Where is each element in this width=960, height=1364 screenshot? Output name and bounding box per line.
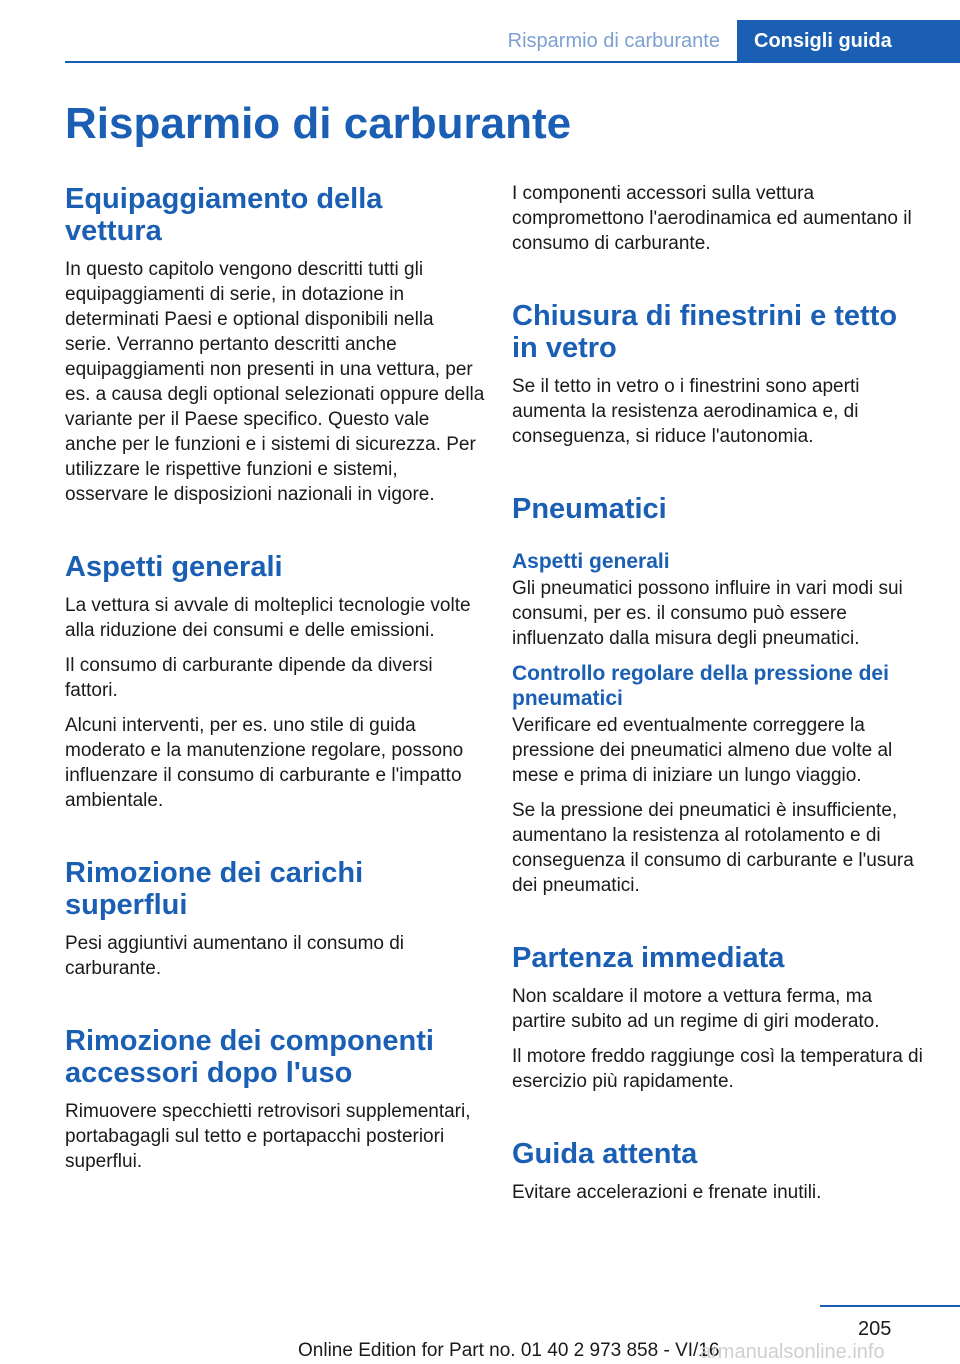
heading-general: Aspetti generali xyxy=(65,551,283,583)
paragraph-tyres-general: Gli pneumatici possono influire in vari modi sui consumi, per es. il consumo può essere influenzato dalla misura degli pneumatici. xyxy=(512,578,903,649)
heading-careful-driving: Guida attenta xyxy=(512,1138,698,1170)
paragraph-remove-loads: Pesi aggiuntivi aumentano il consumo di carburante. xyxy=(65,933,405,979)
paragraph-windows: Se il tetto in vetro o i finestrini sono aperti aumenta la resistenza aerodinamica e, di conseguenza, si riduce l'autonomia. xyxy=(512,376,860,447)
paragraph-general-2: Il consumo di carburante dipende da diversi fattori. xyxy=(65,655,433,701)
page-number: 205 xyxy=(858,1318,892,1340)
paragraph-start-2: Il motore freddo raggiunge così la temperatura di esercizio più rapidamente. xyxy=(512,1046,923,1092)
heading-remove-loads: Rimozione dei carichi superflui xyxy=(65,857,364,921)
left-column xyxy=(65,183,485,1184)
paragraph-general-1: La vettura si avvale di molteplici tecnologie volte alla riduzione dei consumi e delle emissioni. xyxy=(65,595,471,641)
paragraph-accessories-continued: I componenti accessori sulla vettura compromettono l'aerodinamica ed aumentano il consumo di carburante. xyxy=(512,183,912,254)
right-column xyxy=(512,181,927,1215)
paragraph-remove-accessories: Rimuovere specchietti retrovisori supplementari, portabagagli sul tetto e portapacchi posteriori superflui. xyxy=(65,1101,471,1172)
header-chapter-tab: Consigli guida xyxy=(737,20,960,63)
subheading-pressure: Controllo regolare della pressione dei pneumatici xyxy=(512,662,889,710)
heading-remove-accessories: Rimozione dei componenti accessori dopo l'uso xyxy=(65,1025,434,1089)
footer-rule xyxy=(820,1305,960,1307)
watermark: armanualsonline.info xyxy=(700,1341,885,1363)
heading-windows: Chiusura di finestrini e tetto in vetro xyxy=(512,300,898,364)
heading-immediate-start: Partenza immediata xyxy=(512,942,785,974)
heading-tyres: Pneumatici xyxy=(512,493,667,525)
edition-text: Online Edition for Part no. 01 40 2 973 858 - VI/16 xyxy=(298,1340,720,1361)
paragraph-equipment: In questo capitolo vengono descritti tutti gli equipaggiamenti di serie, in dotazione in determinati Paesi e optional disponibili nella serie. Verranno pertanto descritti anche equipaggiamenti non presenti in una vettura, per es. a causa degli optional selezionati oppure della variante per il Paese specifico. Questo vale anche per le funzioni e i sistemi di sicurezza. Per utilizzare le rispettive funzioni e sistemi, osservare le disposizioni nazionali in vigore. xyxy=(65,259,485,505)
subheading-tyres-general: Aspetti generali xyxy=(512,550,670,573)
page-title: Risparmio di carburante xyxy=(65,99,572,148)
paragraph-general-3: Alcuni interventi, per es. uno stile di guida moderato e la manutenzione regolare, possono influenzare il consumo di carburante e l'impatto ambientale. xyxy=(65,715,464,811)
paragraph-pressure-1: Verificare ed eventualmente correggere la pressione dei pneumatici almeno due volte al mese e prima di iniziare un lungo viaggio. xyxy=(512,715,893,786)
paragraph-careful-driving: Evitare accelerazioni e frenate inutili. xyxy=(512,1182,822,1203)
heading-equipment: Equipaggiamento della vettura xyxy=(65,183,383,247)
paragraph-start-1: Non scaldare il motore a vettura ferma, ma partire subito ad un regime di giri moderato. xyxy=(512,986,880,1032)
paragraph-pressure-2: Se la pressione dei pneumatici è insufficiente, aumentano la resistenza al rotolamento e di conseguenza il consumo di carburante e l'usura dei pneumatici. xyxy=(512,800,914,896)
header-section-label: Risparmio di carburante xyxy=(507,30,720,52)
